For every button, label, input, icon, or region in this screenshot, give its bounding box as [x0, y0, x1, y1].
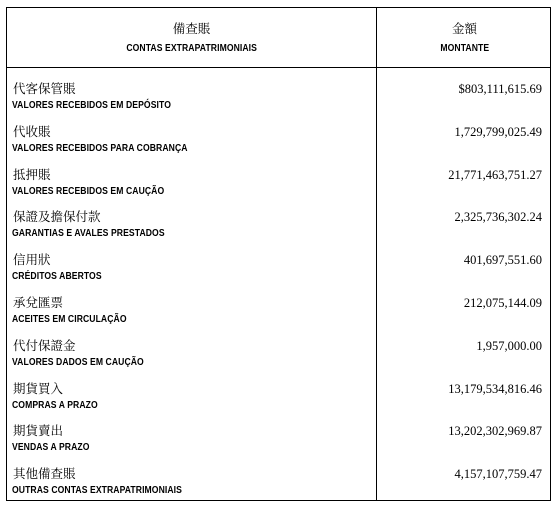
amount-value: 21,771,463,751.27 — [448, 167, 542, 182]
table-row — [7, 325, 550, 368]
amount-value: 212,075,144.09 — [463, 295, 542, 310]
header-amount-column — [377, 8, 552, 67]
account-name-zh: 代客保管賬 — [13, 81, 76, 96]
header-account-pt: CONTAS EXTRAPATRIMONIAIS — [126, 41, 257, 54]
account-name-pt: CRÉDITOS ABERTOS — [12, 270, 102, 283]
account-name-pt: ACEITES EM CIRCULAÇÃO — [12, 312, 127, 325]
account-name-zh: 保證及擔保付款 — [13, 209, 101, 225]
amount-value: 1,729,799,025.49 — [454, 124, 542, 139]
account-name-zh: 期貨買入 — [13, 380, 64, 396]
table-row — [7, 196, 550, 239]
table-row — [7, 239, 550, 282]
header-amount-pt: MONTANTE — [440, 41, 489, 54]
table-row — [7, 410, 550, 453]
account-name-pt: GARANTIAS E AVALES PRESTADOS — [12, 227, 165, 240]
account-name-zh: 信用狀 — [13, 252, 51, 268]
account-name-pt: VALORES DADOS EM CAUÇÃO — [12, 355, 144, 368]
amount-value: 13,179,534,816.46 — [448, 381, 542, 396]
account-name-zh: 期貨賣出 — [13, 423, 64, 439]
account-name-pt: COMPRAS A PRAZO — [12, 398, 98, 411]
amount-value: 4,157,107,759.47 — [454, 467, 542, 482]
off-balance-sheet-table — [6, 7, 551, 501]
table-row — [7, 154, 550, 197]
account-name-pt: VALORES RECEBIDOS PARA COBRANÇA — [12, 141, 188, 154]
account-name-pt: VENDAS A PRAZO — [12, 441, 90, 454]
amount-value: 13,202,302,969.87 — [448, 424, 542, 439]
account-name-pt: VALORES RECEBIDOS EM CAUÇÃO — [12, 184, 165, 197]
account-name-pt: VALORES RECEBIDOS EM DEPÓSITO — [12, 99, 171, 111]
table-row — [7, 68, 550, 111]
table-row — [7, 282, 550, 325]
account-name-zh: 代收賬 — [13, 123, 51, 139]
table-row — [7, 368, 550, 411]
header-amount-zh: 金額 — [451, 20, 477, 36]
account-name-pt: OUTRAS CONTAS EXTRAPATRIMONIAIS — [12, 484, 182, 497]
amount-value: $803,111,615.69 — [458, 82, 542, 96]
account-name-zh: 代付保證金 — [13, 337, 76, 353]
table-row — [7, 111, 550, 154]
amount-value: 401,697,551.60 — [463, 253, 542, 268]
amount-value: 1,957,000.00 — [476, 338, 542, 353]
table-body — [7, 68, 550, 496]
header-account-column — [7, 8, 376, 67]
account-name-zh: 承兌匯票 — [13, 294, 64, 310]
amount-value: 2,325,736,302.24 — [454, 210, 542, 225]
table-row — [7, 453, 550, 496]
header-account-zh: 備查賬 — [172, 20, 211, 36]
account-name-zh: 抵押賬 — [13, 166, 51, 182]
account-name-zh: 其他備查賬 — [13, 466, 76, 482]
